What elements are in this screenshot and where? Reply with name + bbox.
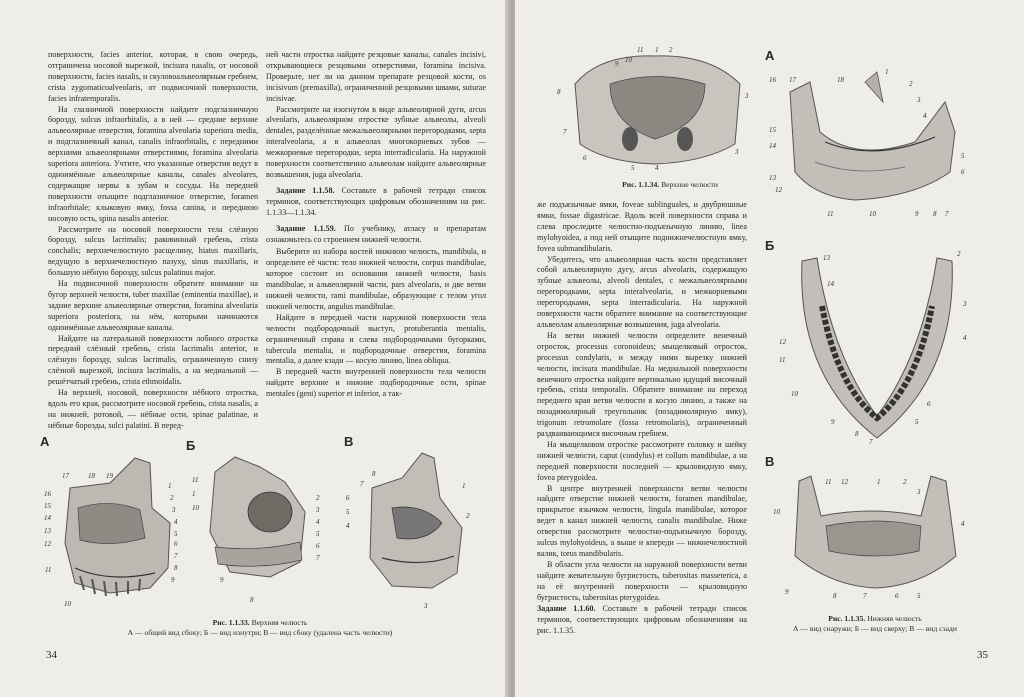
number-label: 14 [769, 142, 776, 150]
caption-subtitle: А — вид снаружи; Б — вид сверху; В — вид сзади [793, 623, 957, 633]
maxilla-side-view-illustration [40, 448, 190, 618]
number-label: 6 [895, 592, 899, 600]
number-label: 4 [174, 518, 178, 526]
number-label: 17 [62, 472, 69, 480]
caption-name: Нижняя челюсть [867, 614, 922, 623]
upper-jaws-illustration [555, 44, 765, 176]
number-label: 1 [655, 46, 659, 54]
paragraph: Выберите из набора костей нижнюю челюсть, mandibula, и определите её части: тело нижней челюсти, corpus mandibulae, которое состоит из основания нижней челюсти, basis mandibulae, и альвеолярной части, pars alveolaris, и две ветви нижней челюсти, rami mandibulae, образующие с телом угол нижней челюсти, angulus mandibulae. [266, 247, 486, 311]
number-label: 8 [933, 210, 937, 218]
number-label: 6 [927, 400, 931, 408]
caption-subtitle: А — общий вид сбоку; Б — вид изнутри; В — вид сбоку (удалена часть челюсти) [127, 627, 393, 637]
number-label: 3 [963, 300, 967, 308]
number-label: 12 [44, 540, 51, 548]
figure-label-b: Б [765, 238, 775, 253]
figure-1-1-35-caption [765, 614, 985, 633]
number-label: 5 [316, 530, 320, 538]
paragraph: В передней части внутренней поверхности тела челюсти найдите верхние и нижние подбородочные ости, spinae mentales (geni) superior et inferior, а так- [266, 367, 486, 399]
number-label: 19 [106, 472, 113, 480]
number-label: 18 [88, 472, 95, 480]
number-label: 7 [174, 552, 178, 560]
number-label: 7 [869, 438, 873, 446]
paragraph: Найдите на латеральной поверхности лобного отростка передний слёзный гребень, crista lacrimalis anterior, и слёзную борозду, sulcus lacrimalis, ограниченную снизу слёзной вырезкой, incisura lacrimalis, а на медиальной — решётчатый гребень, crista ethmoidalis. [48, 333, 258, 387]
task-text: Составьте в рабочей тетради список терминов, соответствующих цифровым обозначениям на рис. 1.1.35. [537, 604, 747, 635]
number-label: 9 [785, 588, 789, 596]
caption-line [100, 618, 420, 628]
number-label: 9 [915, 210, 919, 218]
task-text: По учебнику, атласу и препаратам ознакомьтесь со строением нижней челюсти. [266, 223, 486, 244]
paragraph: же подъязычные ямки, foveae sublinguales, и двубрюшные ямки, fossae digastricae. Вдоль всей поверхности справа и слева проследите челюстно-подъязычную линию, linea mylohyoidea, а под ней отыщите поднижнечелюстную ямку, fovea submandibularis. [537, 200, 747, 253]
figure-label-b: Б [186, 438, 196, 453]
number-label: 8 [855, 430, 859, 438]
paragraph: Найдите в передней части наружной поверхности тела челюсти подбородочный выступ, protuberantia mentalis, ограниченный справа и слева подбородочными бугорками, tubercula mentalia, и подбородочные отверстия, foramina mentalia, а далее кзади — косую линию, linea obliqua. [266, 312, 486, 366]
number-label: 17 [789, 76, 796, 84]
number-label: 5 [961, 152, 965, 160]
number-label: 7 [863, 592, 867, 600]
paragraph: На ветви нижней челюсти определите венечный отросток, processus coronoideus; мыщелковый отросток, processus condylaris, и между ними вырезку нижней челюсти, incisura mandibulae. На медиальной поверхности венечного отростка найдите вертикально идущий височный гребень, crista temporalis. Обратите внимание на переход переднего края ветви челюсти в косую линию, а также на позадимолярный треугольник (позадимолярную ямку), trigonum retromolare (fossa retromolaris), ограниченный раздваивающимся височным гребнем. [537, 330, 747, 439]
figure-label-a: А [40, 434, 50, 449]
caption-title: Рис. 1.1.34. [622, 180, 660, 189]
number-label: 10 [192, 504, 199, 512]
number-label: 10 [791, 390, 798, 398]
number-label: 1 [462, 482, 466, 490]
number-label: 11 [779, 356, 786, 364]
number-label: 4 [346, 522, 350, 530]
number-label: 10 [625, 56, 632, 64]
number-label: 9 [220, 576, 224, 584]
right-task-1-1-60 [537, 604, 747, 638]
paragraph: Рассмотрите на носовой поверхности тела слёзную борозду, sulcus lacrimalis; раковинный гребень, crista conchalis; верхнечелюстную расщелину, hiatus maxillaris, ведущую в верхнечелюстную пазуху, sinus maxillaris, и большую нёбную борозду, sulcus palatinus major. [48, 224, 258, 278]
mandible-top-view-illustration [777, 246, 977, 446]
page-number-left: 34 [46, 649, 57, 661]
figure-label-a: А [765, 48, 775, 63]
number-label: 3 [424, 602, 428, 610]
figure-1-1-34-caption [575, 180, 765, 190]
number-label: 8 [557, 88, 561, 96]
number-label: 11 [825, 478, 832, 486]
number-label: 7 [360, 480, 364, 488]
task-1-1-59 [266, 224, 486, 246]
paragraph: поверхности, facies anterior, которая, в свою очередь, отграничена носовой вырезкой, incisura nasalis, от носовой поверхности, facies nasalis, и скуловоальвеолярным гребнем, crista zygomaticoalveolaris, от подвисочной поверхности, facies infratemporalis. [48, 50, 258, 103]
number-label: 11 [637, 46, 644, 54]
number-label: 1 [168, 482, 172, 490]
number-label: 16 [769, 76, 776, 84]
number-label: 8 [174, 564, 178, 572]
figure-label-c: В [765, 454, 775, 469]
number-label: 9 [615, 60, 619, 68]
maxilla-cutaway-illustration [342, 448, 492, 618]
number-label: 1 [192, 490, 196, 498]
number-label: 2 [957, 250, 961, 258]
number-label: 12 [775, 186, 782, 194]
number-label: 4 [316, 518, 320, 526]
number-label: 2 [903, 478, 907, 486]
number-label: 4 [923, 112, 927, 120]
number-label: 3 [745, 92, 749, 100]
number-label: 6 [174, 540, 178, 548]
number-label: 13 [769, 174, 776, 182]
number-label: 2 [466, 512, 470, 520]
number-label: 13 [823, 254, 830, 262]
number-label: 3 [917, 488, 921, 496]
number-label: 15 [769, 126, 776, 134]
number-label: 5 [346, 508, 350, 516]
number-label: 7 [563, 128, 567, 136]
left-page [0, 0, 509, 697]
caption-title: Рис. 1.1.35. [828, 614, 866, 623]
maxilla-inner-view-illustration [190, 452, 340, 612]
number-label: 3 [735, 148, 739, 156]
number-label: 5 [915, 418, 919, 426]
number-label: 5 [631, 164, 635, 172]
caption-title: Рис. 1.1.33. [212, 618, 250, 627]
paragraph: В области угла челюсти на наружной поверхности ветви найдите жевательную бугристость, tuberositas masseterica, а на её внутренней поверхности — крыловидную бугристость, tuberositas pterygoidea. [537, 559, 747, 602]
number-label: 3 [316, 506, 320, 514]
paragraph: Рассмотрите на изогнутом в виде альвеолярной дуги, arcus alveolaris, альвеолярном отростке зубные альвеолы, alveoli dentales, разделённые межальвеолярными перегородками, septa interalveolaria, а в альвеолах многокорневых зубов — межкорневые перегородки, septa interradicularia. На наружной поверхности соответственно альвеолам найдите альвеолярные возвышения, juga alveolaria. [266, 104, 486, 179]
number-label: 7 [945, 210, 949, 218]
paragraph: На подвисочной поверхности обратите внимание на бугор верхней челюсти, tuber maxillae (eminentia maxillae), и задние верхние альвеолярные отверстия, foramina alveolaria superiora posteriora, на нём, которыми начинаются одноимённые альвеолярные каналы. [48, 279, 258, 332]
number-label: 1 [877, 478, 881, 486]
right-page [515, 0, 1024, 697]
number-label: 9 [171, 576, 175, 584]
page-number-right: 35 [977, 649, 988, 661]
paragraph: Убедитесь, что альвеолярная часть кости представляет собой альвеолярную дугу, arcus alveolaris, содержащую зубные альвеолы, alveoli dentales, с межальвеолярными перегородками, septa interalveolaria, и межкорневыми перегородками, septa interradicularia. На наружной поверхности части обратите внимание на соответствующие альвеолам альвеолярные возвышения, juga alveolaria. [537, 254, 747, 329]
right-col-1 [537, 200, 747, 602]
number-label: 6 [583, 154, 587, 162]
mandible-rear-view-illustration [771, 466, 981, 604]
number-label: 9 [831, 418, 835, 426]
task-label: Задание 1.1.60. [537, 604, 596, 613]
left-col-1 [48, 50, 258, 430]
number-label: 8 [372, 470, 376, 478]
number-label: 2 [669, 46, 673, 54]
number-label: 10 [869, 210, 876, 218]
task-1-1-58 [266, 186, 486, 219]
figure-label-c: В [344, 434, 354, 449]
caption-line [765, 614, 985, 624]
number-label: 2 [909, 80, 913, 88]
number-label: 5 [917, 592, 921, 600]
number-label: 3 [172, 506, 176, 514]
number-label: 4 [963, 334, 967, 342]
task-label: Задание 1.1.59. [276, 223, 336, 233]
number-label: 10 [773, 508, 780, 516]
number-label: 2 [316, 494, 320, 502]
number-label: 18 [837, 76, 844, 84]
number-label: 8 [833, 592, 837, 600]
number-label: 8 [250, 596, 254, 604]
number-label: 3 [917, 96, 921, 104]
number-label: 2 [170, 494, 174, 502]
number-label: 10 [64, 600, 71, 608]
number-label: 14 [44, 514, 51, 522]
number-label: 12 [841, 478, 848, 486]
task-paragraph [537, 604, 747, 637]
task-label: Задание 1.1.58. [276, 185, 335, 195]
number-label: 16 [44, 490, 51, 498]
number-label: 6 [346, 494, 350, 502]
caption-name: Верхняя челюсть [251, 618, 308, 627]
number-label: 5 [174, 530, 178, 538]
paragraph: На глазничной поверхности найдите подглазничную борозду, sulcus infraorbitalis, а в ней — средние верхние альвеолярные отверстия, foramina alveolaria superiora media, и подглазничный канал, canalis infraorbitalis, с передними верхними альвеолярными отверстиями, foramina alveolaria superiora anteriora. Учтите, что указанные отверстия ведут в одноимённые альвеолярные каналы, canales alveolares, содержащие нервы к зубам и сосуды. На передней поверхности отыщите подглазничное отверстие, foramen infraorbitale; клыковую ямку, fossa canina, и переднюю носовую ость, spina nasalis anterior. [48, 104, 258, 223]
number-label: 11 [45, 566, 52, 574]
number-label: 14 [827, 280, 834, 288]
mandible-outer-view-illustration [765, 62, 975, 222]
figure-1-1-33-caption [100, 618, 420, 637]
number-label: 4 [961, 520, 965, 528]
number-label: 15 [44, 502, 51, 510]
paragraph: На верхней, носовой, поверхности нёбного отростка, вдоль его края, рассмотрите носовой гребень, crista nasalis, а на нижней, ротовой, — нёбные ости, spinae palatinae, и нёбные борозды, sulci palatini. В перед- [48, 388, 258, 430]
number-label: 7 [316, 554, 320, 562]
paragraph: На мыщелковом отростке рассмотрите головку и шейку нижней челюсти, caput (condylus) et collum mandibulae, а на передней поверхности последней — крыловидную ямку, fovea pterygoidea. [537, 439, 747, 482]
number-label: 12 [779, 338, 786, 346]
number-label: 13 [44, 527, 51, 535]
paragraph: ней части отростка найдите резцовые каналы, canales incisivi, открывающиеся резцовыми отверстиями, foramina incisiva. Проверьте, нет ли на данном препарате резцовой кости, os incisivum (premaxilla), ограниченной резцовыми швами, suturae incisivae. [266, 50, 486, 103]
caption-name: Верхние челюсти [661, 180, 718, 189]
number-label: 11 [827, 210, 834, 218]
left-col-2 [266, 50, 486, 422]
number-label: 6 [961, 168, 965, 176]
number-label: 11 [192, 476, 199, 484]
number-label: 4 [655, 164, 659, 172]
number-label: 6 [316, 542, 320, 550]
task-text: Составьте в рабочей тетради список терминов, соответствующих цифровым обозначениям на рис. 1.1.33—1.1.34. [266, 185, 486, 217]
paragraph: В центре внутренней поверхности ветви челюсти найдите отверстие нижней челюсти, foramen mandibulae, прикрытое язычком челюсти, lingula mandibulae, которое ведет в канал нижней челюсти, canalis mandibulae. Ниже отверстия рассмотрите челюстно-подъязычную борозду, sulcus mylohyoideus, а выше и кпереди — нижнечелюстной валик, torus mandibularis. [537, 483, 747, 558]
number-label: 1 [885, 68, 889, 76]
